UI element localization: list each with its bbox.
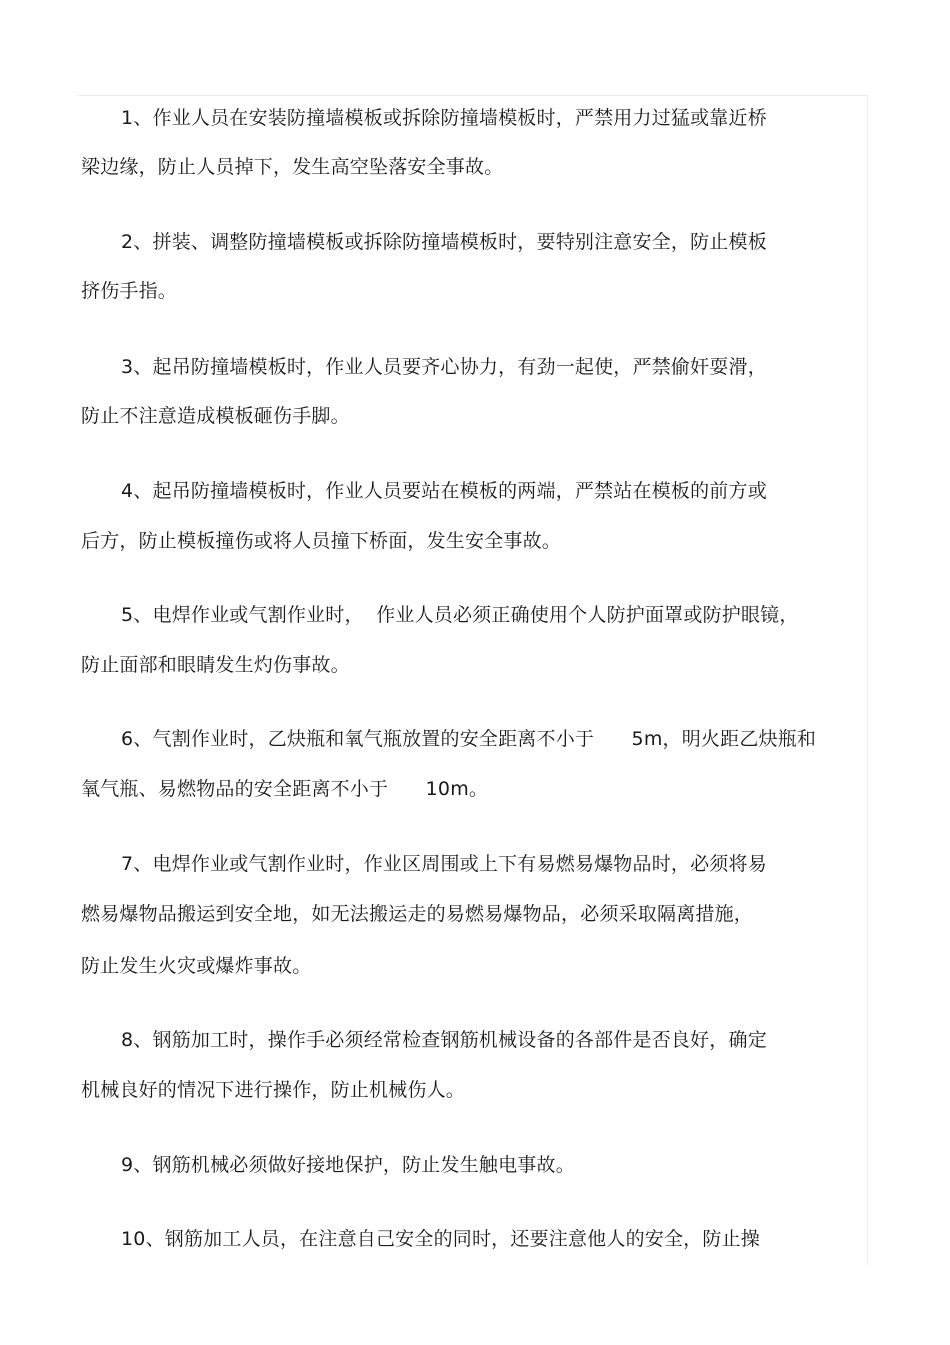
paragraph-7-line-1: 7、电焊作业或气割作业时，作业区周围或上下有易燃易爆物品时，必须将易 xyxy=(121,853,767,875)
paragraph-8-line-2: 机械良好的情况下进行操作，防止机械伤人。 xyxy=(81,1079,466,1101)
paragraph-5-line-1: 5、电焊作业或气割作业时， 作业人员必须正确使用个人防护面罩或防护眼镜， xyxy=(121,604,799,626)
paragraph-5-line-2: 防止面部和眼睛发生灼伤事故。 xyxy=(81,654,350,676)
paragraph-8-line-1: 8、钢筋加工时，操作手必须经常检查钢筋机械设备的各部件是否良好，确定 xyxy=(121,1029,767,1051)
paragraph-4-line-1: 4、起吊防撞墙模板时，作业人员要站在模板的两端，严禁站在模板的前方或 xyxy=(121,480,767,502)
paragraph-7-line-3: 防止发生火灾或爆炸事故。 xyxy=(81,955,312,977)
paragraph-6-line-1: 6、气割作业时，乙炔瓶和氧气瓶放置的安全距离不小于 5m，明火距乙炔瓶和 xyxy=(121,728,817,750)
paragraph-6-line-2: 氧气瓶、易燃物品的安全距离不小于 10m。 xyxy=(81,778,489,800)
paragraph-4-line-2: 后方，防止模板撞伤或将人员撞下桥面，发生安全事故。 xyxy=(81,530,562,552)
paragraph-3-line-1: 3、起吊防撞墙模板时，作业人员要齐心协力，有劲一起使，严禁偷奸耍滑， xyxy=(121,356,767,378)
paragraph-7-line-2: 燃易爆物品搬运到安全地，如无法搬运走的易燃易爆物品，必须采取隔离措施， xyxy=(81,903,754,925)
paragraph-10-line-1: 10、钢筋加工人员，在注意自己安全的同时，还要注意他人的安全，防止操 xyxy=(121,1228,760,1250)
paragraph-1-line-1: 1、作业人员在安装防撞墙模板或拆除防撞墙模板时，严禁用力过猛或靠近桥 xyxy=(121,107,767,129)
paragraph-1-line-2: 梁边缘，防止人员掉下，发生高空坠落安全事故。 xyxy=(81,156,504,178)
paragraph-2-line-2: 挤伤手指。 xyxy=(81,280,178,302)
paragraph-3-line-2: 防止不注意造成模板砸伤手脚。 xyxy=(81,405,350,427)
paragraph-2-line-1: 2、拼装、调整防撞墙模板或拆除防撞墙模板时，要特别注意安全，防止模板 xyxy=(121,231,767,253)
paragraph-9-line-1: 9、钢筋机械必须做好接地保护，防止发生触电事故。 xyxy=(121,1154,575,1176)
